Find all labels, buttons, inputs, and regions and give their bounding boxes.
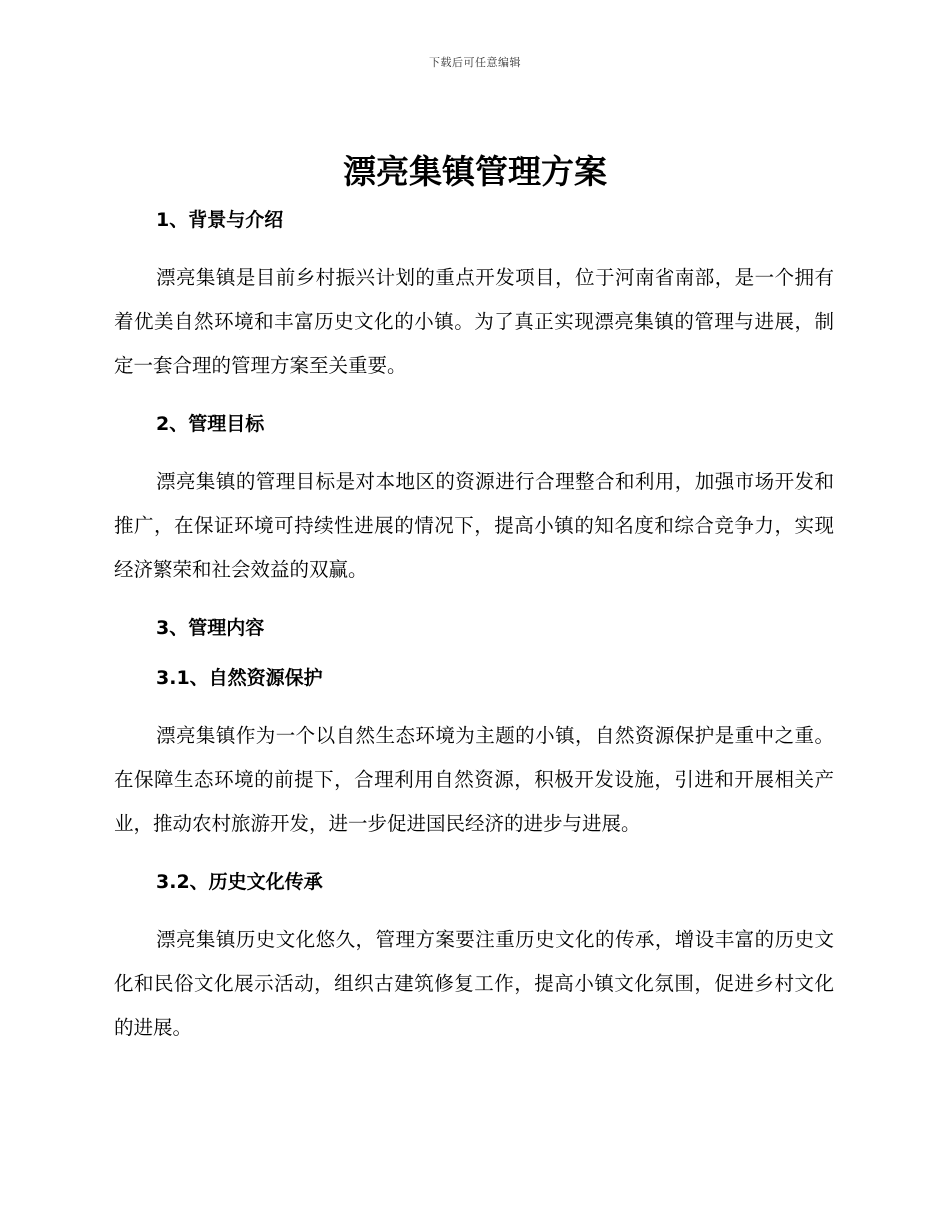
paragraph-background: 漂亮集镇是目前乡村振兴计划的重点开发项目，位于河南省南部，是一个拥有着优美自然环境和丰富历史文化的小镇。为了真正实现漂亮集镇的管理与进展，制定一套合理的管理方案至关重要。	[114, 266, 834, 377]
paragraph-goals: 漂亮集镇的管理目标是对本地区的资源进行合理整合和利用，加强市场开发和推广，在保证环境可持续性进展的情况下，提高小镇的知名度和综合竞争力，实现经济繁荣和社会效益的双赢。	[114, 470, 834, 581]
section-heading-background: 1、背景与介绍	[156, 209, 284, 231]
section-heading-content: 3、管理内容	[156, 617, 265, 639]
paragraph-culture: 漂亮集镇历史文化悠久，管理方案要注重历史文化的传承，增设丰富的历史文化和民俗文化展示活动，组织古建筑修复工作，提高小镇文化氛围，促进乡村文化的进展。	[114, 928, 834, 1039]
page-title: 漂亮集镇管理方案	[343, 152, 607, 191]
header-note: 下载后可任意编辑	[429, 56, 521, 69]
section-heading-nature: 3.1、自然资源保护	[156, 667, 323, 689]
document-body	[114, 200, 834, 1050]
section-heading-goals: 2、管理目标	[156, 413, 265, 435]
section-heading-culture: 3.2、历史文化传承	[156, 871, 323, 893]
paragraph-nature: 漂亮集镇作为一个以自然生态环境为主题的小镇，自然资源保护是重中之重。在保障生态环境的前提下，合理利用自然资源，积极开发设施，引进和开展相关产业，推动农村旅游开发，进一步促进国民经济的进步与进展。	[114, 724, 834, 835]
